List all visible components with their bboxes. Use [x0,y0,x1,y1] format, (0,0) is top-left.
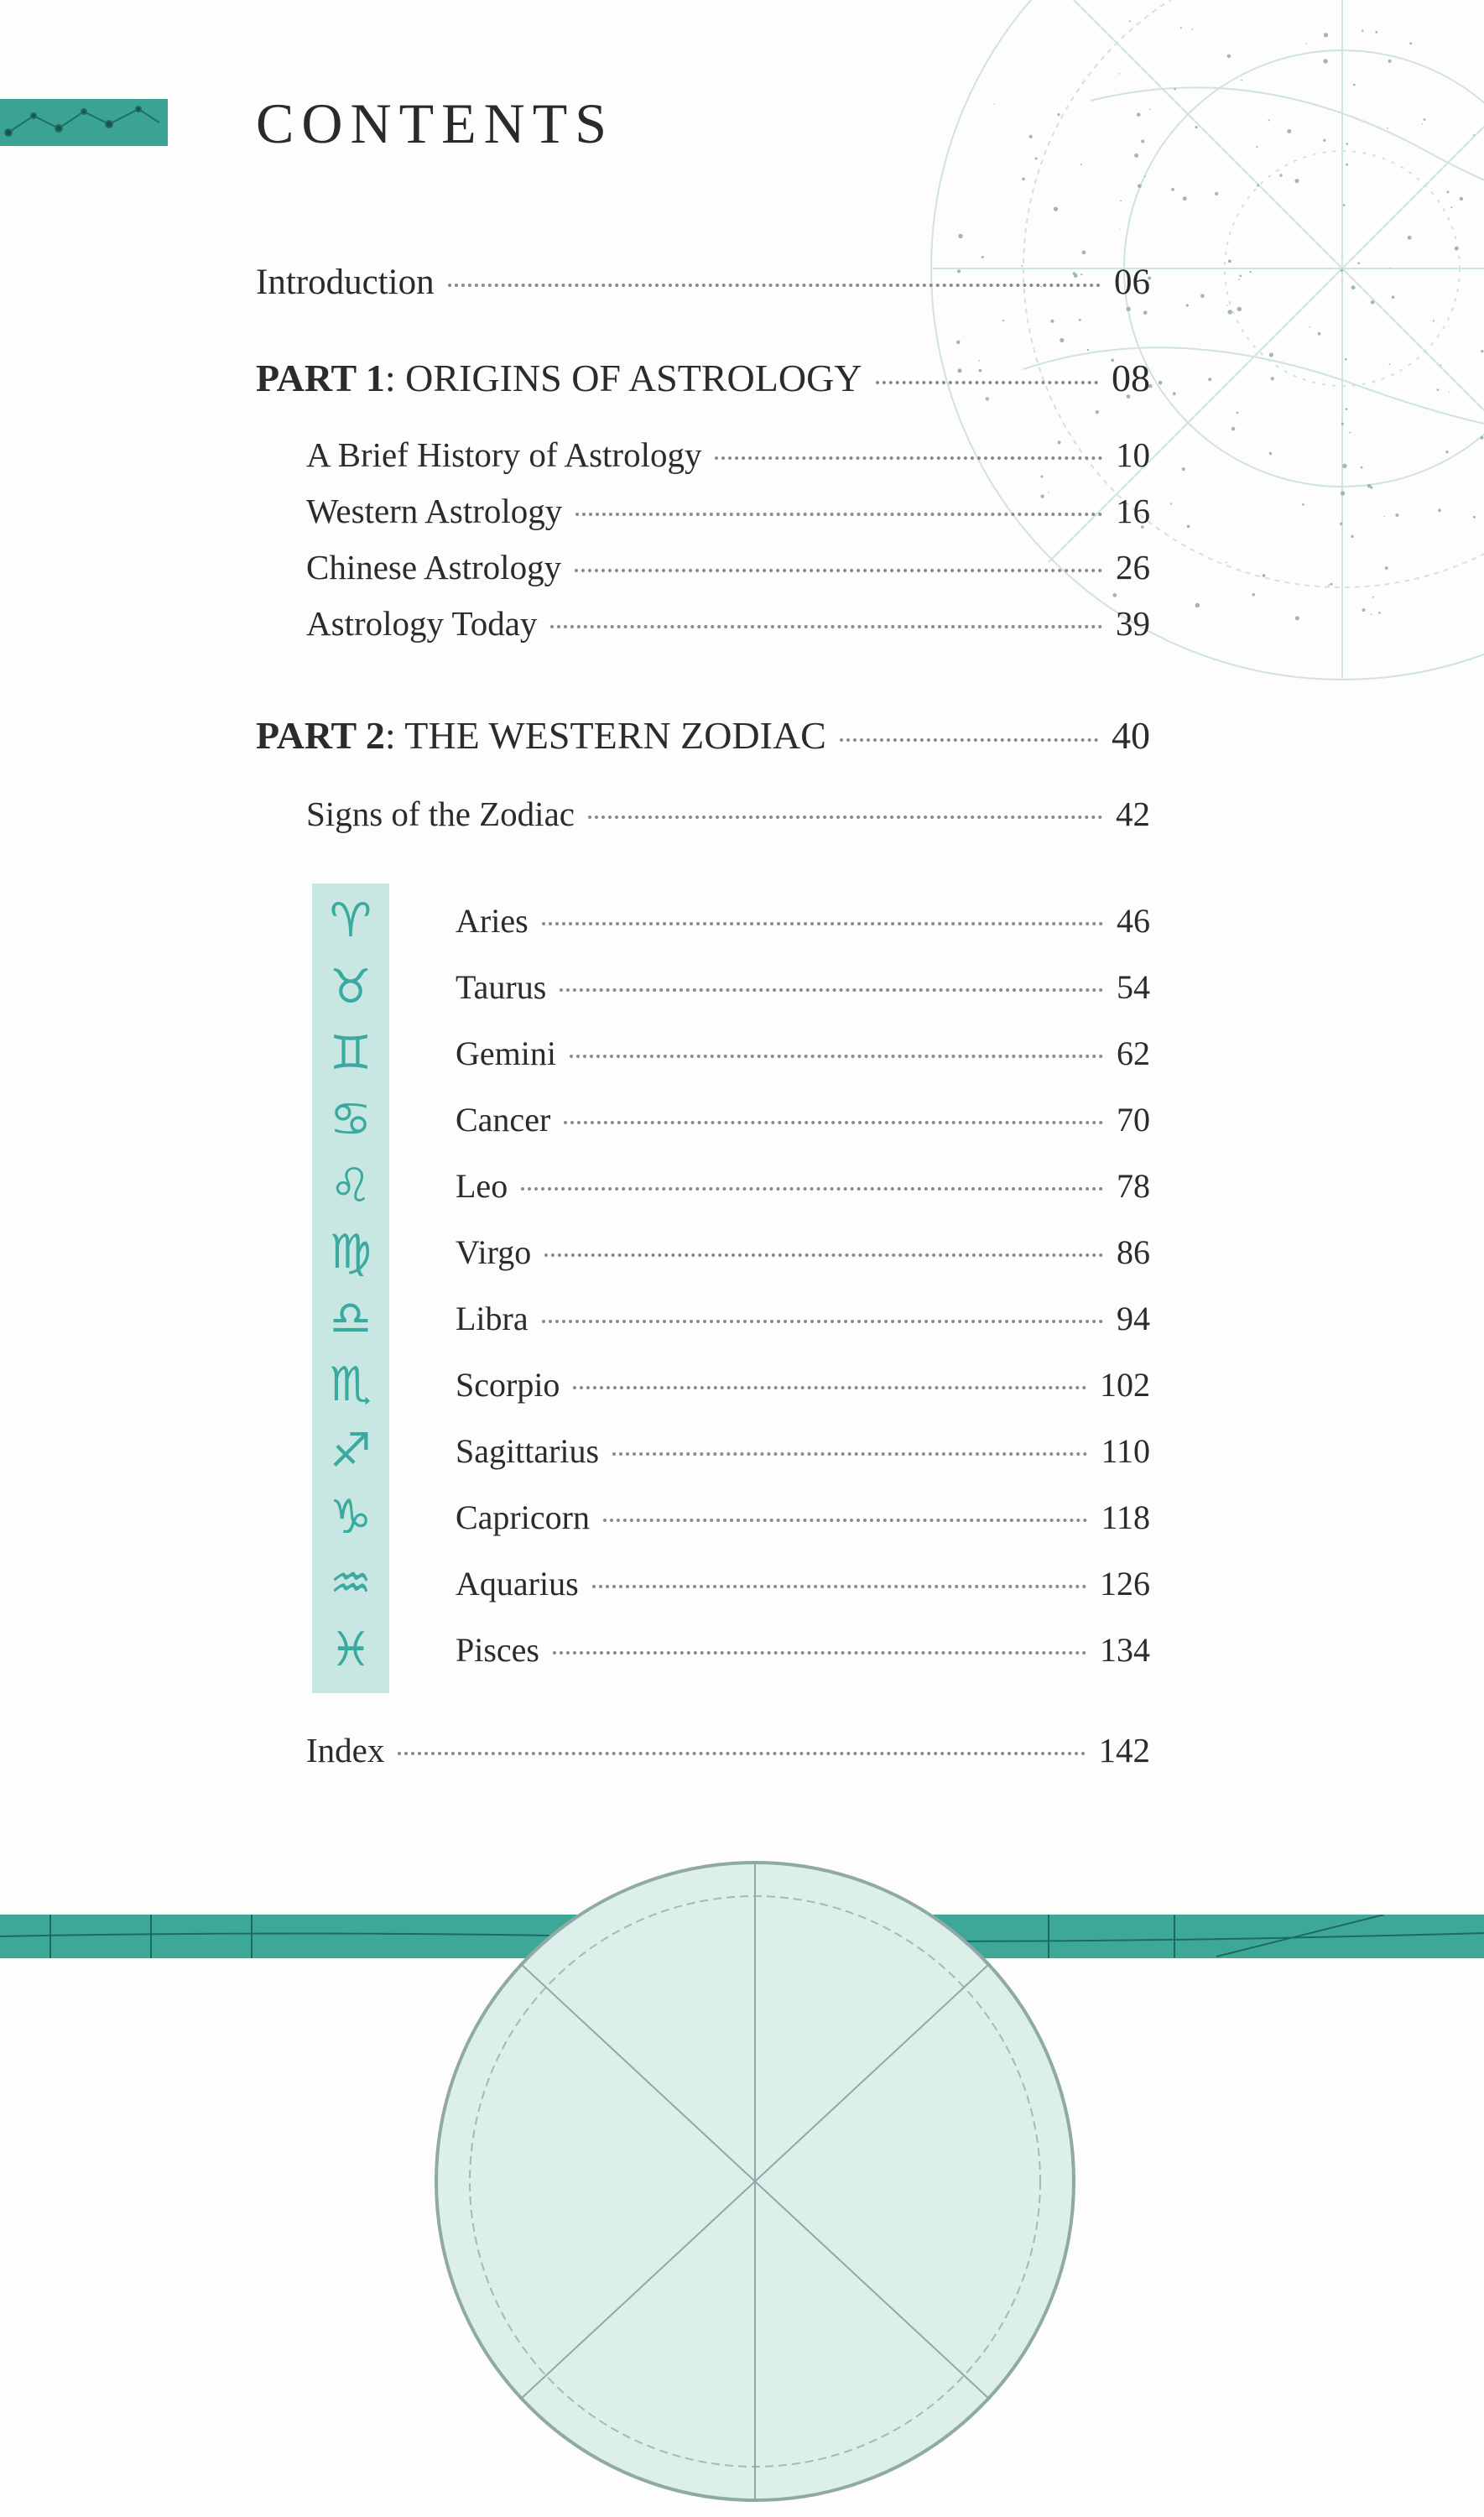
top-accent-band [0,99,168,146]
star-dot [1392,295,1395,299]
toc-entry-gemini[interactable] [456,1034,1150,1073]
virgo-symbol-icon: ♍ [329,1225,372,1279]
part-heading [256,713,826,758]
dot-leader [564,1121,1103,1124]
star-dot [1231,427,1235,430]
toc-entry-signs-of-zodiac[interactable] [306,794,1150,834]
star-dot [1323,139,1325,142]
dot-leader [876,381,1098,384]
toc-label: Capricorn [456,1498,590,1536]
star-dot [1481,350,1483,352]
toc-label: A Brief History of Astrology [306,435,702,474]
leo-symbol-icon: ♌ [329,1159,372,1213]
dot-leader [575,513,1102,516]
star-dot [1143,310,1148,315]
star-dot [1268,119,1270,121]
star-dot [1279,174,1282,176]
taurus-symbol-icon: ♉ [329,960,372,1014]
toc-page-number: 126 [1100,1565,1150,1602]
star-dot [1409,42,1412,44]
toc-label: Chinese Astrology [306,548,562,586]
toc-entry-part1[interactable] [256,356,1150,400]
star-dot [1422,123,1423,124]
star-dot [1227,310,1232,315]
star-dot [1149,108,1151,110]
toc-entry-astrology-today[interactable] [306,603,1150,644]
star-dot [1375,31,1377,34]
toc-page-number: 118 [1101,1498,1150,1536]
toc-entry-chinese-astrology[interactable] [306,547,1150,587]
star-dot [993,104,994,105]
star-dot [982,256,984,258]
star-dot [1208,378,1211,381]
star-dot [1054,206,1058,211]
star-dot [1361,466,1363,469]
star-dot [1195,603,1200,608]
toc-label: Cancer [456,1101,551,1139]
star-dot [1120,201,1122,202]
scorpio-symbol-icon: ♏ [329,1358,372,1412]
star-dot [1269,452,1272,455]
dot-leader [521,1187,1103,1191]
star-dot [1082,251,1086,255]
star-dot [1215,192,1218,195]
star-dot [1424,118,1426,121]
star-dot [1378,612,1381,614]
toc-label: Introduction [256,263,435,302]
star-dot [1349,432,1351,434]
star-dot [1237,411,1239,414]
toc-entry-virgo[interactable] [456,1232,1150,1272]
toc-entry-part2[interactable] [256,713,1150,758]
toc-page-number: 94 [1117,1300,1150,1337]
part-title: : ORIGINS OF ASTROLOGY [384,357,862,399]
dot-leader [715,456,1102,460]
star-dot [1174,88,1176,91]
star-dot [1340,523,1342,525]
star-dot [1371,487,1373,489]
star-dot [1351,535,1353,538]
toc-page-number: 39 [1116,604,1150,643]
dot-leader [570,1055,1103,1058]
toc-entry-capricorn[interactable] [456,1498,1150,1537]
dot-leader [542,1320,1103,1323]
part-heading [256,356,862,400]
toc-label: Index [306,1731,385,1769]
aries-symbol-icon: ♈ [329,894,372,948]
star-dot [1186,304,1189,306]
star-dot [1343,204,1346,206]
dot-leader [840,738,1098,742]
star-dot [1227,55,1231,58]
toc-label: Pisces [456,1631,539,1669]
toc-label: Scorpio [456,1366,560,1404]
toc-page-number: 134 [1100,1631,1150,1669]
star-dot [1269,353,1273,357]
part-title: : THE WESTERN ZODIAC [384,714,826,757]
star-dot [1395,513,1398,517]
star-dot [1287,129,1291,133]
star-dot [1050,320,1054,323]
star-dot [1029,135,1033,138]
toc-page-number: 54 [1117,968,1150,1006]
toc-page-number: 86 [1117,1233,1150,1271]
toc-page-number: 42 [1116,795,1150,833]
page-title: CONTENTS [256,91,615,155]
star-dot [1182,467,1185,471]
star-dot [1183,196,1187,201]
star-dot [1371,300,1374,304]
toc-page-number: 06 [1114,263,1150,302]
toc-entry-cancer[interactable] [456,1100,1150,1139]
toc-entry-aquarius[interactable] [456,1564,1150,1603]
star-dot [1440,364,1441,366]
dot-leader [550,625,1102,628]
star-dot [1138,184,1142,188]
dot-leader [592,1585,1086,1588]
star-dot [1480,436,1483,440]
star-dot [1408,236,1412,240]
star-dot [1228,259,1231,263]
toc-entry-sagittarius[interactable] [456,1431,1150,1471]
star-dot [1295,616,1299,620]
star-dot [1388,60,1392,63]
star-dot [1328,585,1330,586]
star-dot [1134,154,1138,158]
star-dot [1040,476,1043,478]
toc-entry-libra[interactable] [456,1299,1150,1338]
toc-entry-brief-history[interactable] [306,435,1150,475]
star-dot [1187,525,1190,529]
star-dot [1252,593,1255,597]
star-dot [1060,338,1064,342]
toc-page-number: 26 [1116,548,1150,586]
toc-label: Libra [456,1300,529,1337]
dot-leader [544,1253,1103,1257]
dot-leader [573,1386,1086,1389]
part-prefix: PART 2 [256,714,385,757]
star-dot [1271,377,1274,380]
bottom-star-chart-decoration [419,1846,1091,2517]
star-dot [956,341,960,344]
star-dot [1119,229,1120,230]
toc-entry-pisces[interactable] [456,1630,1150,1670]
star-dot [1346,164,1348,166]
dot-leader [612,1452,1087,1456]
star-dot [1137,112,1141,117]
star-dot [1455,247,1459,251]
toc-label: Virgo [456,1233,532,1271]
star-dot [1387,128,1388,129]
dot-leader [553,1651,1086,1655]
toc-entry-scorpio[interactable] [456,1365,1150,1404]
toc-label: Signs of the Zodiac [306,795,575,833]
toc-label: Leo [456,1167,508,1205]
star-dot [1342,464,1346,468]
toc-page-number: 70 [1117,1101,1150,1139]
toc-page-number: 10 [1116,435,1150,474]
toc-page-number: 62 [1117,1034,1150,1072]
star-dot [1237,307,1242,311]
toc-page-number: 102 [1100,1366,1150,1404]
dot-leader [448,284,1101,287]
toc-entry-aries[interactable] [456,901,1150,941]
star-dot [1473,516,1476,519]
star-dot [1449,392,1450,393]
star-dot [1119,73,1120,74]
star-dot [1170,503,1172,504]
star-dot [1226,305,1227,306]
star-dot [1384,516,1385,517]
star-dot [1096,410,1099,414]
star-dot [1302,503,1304,506]
star-dot [1239,275,1242,278]
toc-page-number: 40 [1112,714,1150,757]
gemini-symbol-icon: ♊ [329,1026,372,1081]
toc-label: Aquarius [456,1565,579,1602]
toc-page-number: 16 [1116,492,1150,530]
star-dot [1318,332,1321,336]
toc-label: Taurus [456,968,547,1006]
star-dot [1195,126,1197,128]
star-dot [1351,285,1356,289]
star-dot [1192,29,1194,30]
star-dot [1437,388,1440,391]
toc-entry-leo[interactable] [456,1166,1150,1206]
star-dot [1087,349,1089,351]
toc-page-number: 08 [1112,357,1150,399]
star-dot [1126,307,1130,311]
toc-label: Sagittarius [456,1432,600,1470]
star-dot [1362,608,1366,612]
star-dot [1002,320,1004,321]
toc-page-number: 46 [1117,902,1150,940]
star-dot [1353,84,1356,86]
toc-page-number: 142 [1098,1731,1150,1769]
star-dot [1450,206,1452,208]
star-dot [1257,184,1259,186]
star-dot [1323,59,1327,63]
star-dot [1171,188,1174,191]
star-dot [1112,593,1117,597]
star-dot [1389,363,1391,365]
star-dot [1294,179,1299,183]
star-dot [1079,319,1081,321]
star-dot [1445,451,1448,453]
star-dot [1330,583,1332,586]
star-dot [958,234,962,238]
star-dot [1141,140,1144,143]
star-dot [1173,392,1176,395]
star-dot [1341,423,1344,425]
toc-page-number: 78 [1117,1167,1150,1205]
toc-label: Gemini [456,1034,556,1072]
dot-leader [398,1752,1085,1755]
toc-entry-taurus[interactable] [456,967,1150,1007]
cancer-symbol-icon: ♋ [329,1092,372,1147]
capricorn-symbol-icon: ♑ [329,1490,372,1545]
star-dot [1263,574,1266,577]
dot-leader [560,988,1103,992]
star-dot [1385,566,1388,570]
star-dot [1473,134,1475,136]
toc-page-number: 110 [1101,1432,1150,1470]
star-dot [1371,613,1372,615]
star-dot [1256,146,1257,148]
star-dot [1249,271,1251,273]
star-dot [1346,408,1348,410]
star-dot [1345,358,1347,361]
star-dot [1129,20,1131,22]
sagittarius-symbol-icon: ♐ [329,1424,372,1478]
star-dot [1057,113,1060,116]
toc-entry-introduction[interactable] [256,262,1150,303]
star-dot [1433,320,1435,321]
star-dot [1362,29,1363,31]
star-dot [1341,491,1345,495]
star-dot [1200,294,1205,298]
star-dot [1180,27,1182,29]
star-dot [1241,80,1242,81]
toc-entry-index[interactable] [306,1730,1150,1770]
part-prefix: PART 1 [256,357,385,399]
star-dot [1238,279,1240,280]
libra-symbol-icon: ♎ [329,1291,372,1346]
star-dot [1460,197,1463,201]
dot-leader [542,922,1103,925]
toc-label: Aries [456,902,529,940]
dot-leader [575,569,1102,572]
toc-label: Astrology Today [306,604,538,643]
star-dot [1357,262,1360,264]
aquarius-symbol-icon: ♒ [329,1556,372,1611]
star-dot [1372,597,1374,598]
dot-leader [603,1519,1088,1522]
dot-leader [588,816,1102,819]
toc-entry-western-astrology[interactable] [306,491,1150,531]
star-dot [1324,33,1328,37]
star-dot [1438,509,1441,513]
toc-label: Western Astrology [306,492,563,530]
star-dot [1080,164,1082,165]
star-dot [1346,143,1348,145]
pisces-symbol-icon: ♓ [329,1623,372,1677]
star-dot [1144,175,1146,177]
star-dot [1159,381,1163,385]
star-dot [1035,157,1038,159]
star-dot [1306,43,1307,44]
constellation-pattern [0,99,168,146]
star-dot [1446,190,1449,193]
star-dot [1341,269,1343,272]
star-dot [1022,178,1025,181]
